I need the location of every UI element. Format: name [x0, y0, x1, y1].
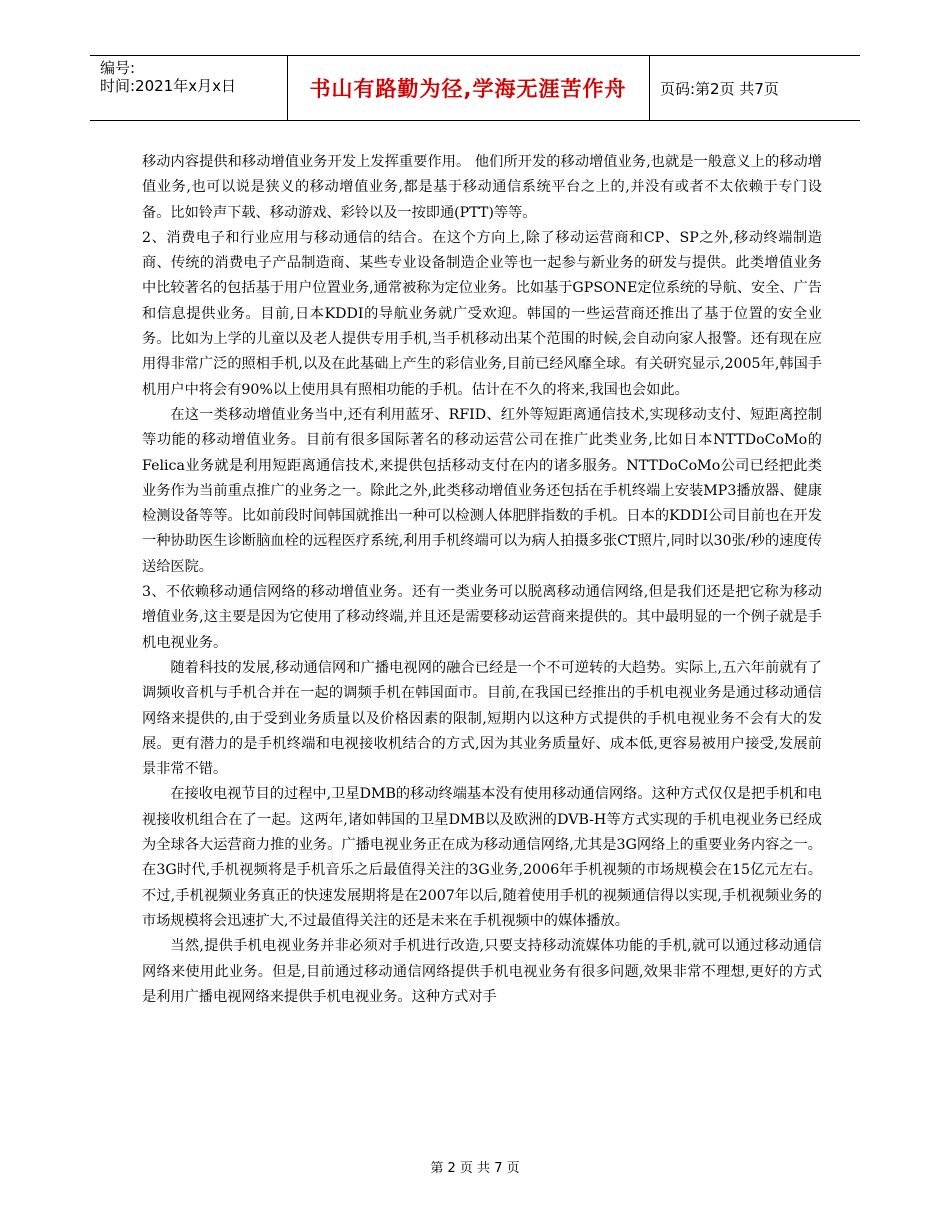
- header-meta: [100, 59, 236, 95]
- header-motto: 书山有路勤为径,学海无涯苦作舟: [309, 77, 627, 101]
- time-label: 时间:2021年x月x日: [100, 77, 236, 95]
- page-footer: 第 2 页 共 7 页: [430, 1161, 520, 1176]
- header-divider-right: [649, 55, 650, 121]
- paragraph-4: 3、不依赖移动通信网络的移动增值业务。还有一类业务可以脱离移动通信网络,但是我们还是把它称为移动增值业务,这主要是因为它使用了移动终端,并且还是需要移动运营商来提供的。其中最明显的一个例子就是手机电视业务。: [142, 584, 822, 651]
- paragraph-6: 在接收电视节目的过程中,卫星DMB的移动终端基本没有使用移动通信网络。这种方式仅仅是把手机和电视接收机组合在了一起。这两年,诸如韩国的卫星DMB以及欧洲的DVB-H等方式实现的手机电视业务已经成为全球各大运营商力推的业务。广播电视业务正在成为移动通信网络,尤其是3G网络上的重要业务内容之一。在3G时代,手机视频将是手机音乐之后最值得关注的3G业务,2006年手机视频的市场规模会在15亿元左右。不过,手机视频业务真正的快速发展期将是在2007年以后,随着使用手机的视频通信得以实现,手机视频业务的市场规模将会迅速扩大,不过最值得关注的还是未来在手机视频中的媒体播放。: [142, 786, 822, 929]
- paragraph-1: 移动内容提供和移动增值业务开发上发挥重要作用。 他们所开发的移动增值业务,也就是一般意义上的移动增值业务,也可以说是狭义的移动增值业务,都是基于移动通信系统平台之上的,并没有或者不太依赖于专门设备。比如铃声下载、移动游戏、彩铃以及一按即通(PTT)等等。: [142, 154, 822, 221]
- page-header: [90, 55, 860, 121]
- paragraph-2: 2、消费电子和行业应用与移动通信的结合。在这个方向上,除了移动运营商和CP、SP之外,移动终端制造商、传统的消费电子产品制造商、某些专业设备制造企业等也一起参与新业务的研发与提供。此类增值业务中比较著名的包括基于用户位置业务,通常被称为定位业务。比如基于GPSONE定位系统的导航、安全、广告和信息提供业务。目前,日本KDDI的导航业务就广受欢迎。韩国的一些运营商还推出了基于位置的安全业务。比如为上学的儿童以及老人提供专用手机,当手机移动出某个范围的时候,会自动向家人报警。还有现在应用得非常广泛的照相手机,以及在此基础上产生的彩信业务,目前已经风靡全球。有关研究显示,2005年,韩国手机用户中将会有90%以上使用具有照相功能的手机。估计在不久的将来,我国也会如此。: [142, 229, 822, 398]
- document-body: [142, 150, 822, 1010]
- paragraph-7: 当然,提供手机电视业务并非必须对手机进行改造,只要支持移动流媒体功能的手机,就可以通过移动通信网络来使用此业务。但是,目前通过移动通信网络提供手机电视业务有很多问题,效果非常不理想,更好的方式是利用广播电视网络来提供手机电视业务。这种方式对手: [142, 938, 822, 1005]
- paragraph-5: 随着科技的发展,移动通信网和广播电视网的融合已经是一个不可逆转的大趋势。实际上,五六年前就有了调频收音机与手机合并在一起的调频手机在韩国面市。目前,在我国已经推出的手机电视业务是通过移动通信网络来提供的,由于受到业务质量以及价格因素的限制,短期内以这种方式提供的手机电视业务不会有大的发展。更有潜力的是手机终端和电视接收机结合的方式,因为其业务质量好、成本低,更容易被用户接受,发展前景非常不错。: [142, 659, 822, 778]
- number-label: 编号:: [100, 59, 136, 77]
- paragraph-3: 在这一类移动增值业务当中,还有利用蓝牙、RFID、红外等短距离通信技术,实现移动支付、短距离控制等功能的移动增值业务。目前有很多国际著名的移动运营公司在推广此类业务,比如日本NTTDoCoMo的Felica业务就是利用短距离通信技术,来提供包括移动支付在内的诸多服务。NTTDoCoMo公司已经把此类业务作为当前重点推广的业务之一。除此之外,此类移动增值业务还包括在手机终端上安装MP3播放器、健康检测设备等等。比如前段时间韩国就推出一种可以检测人体肥胖指数的手机。日本的KDDI公司目前也在开发一种协助医生诊断脑血栓的远程医疗系统,利用手机终端可以为病人拍摄多张CT照片,同时以30张/秒的速度传送给医院。: [142, 406, 822, 575]
- header-page-info: 页码:第2页 共7页: [660, 79, 779, 98]
